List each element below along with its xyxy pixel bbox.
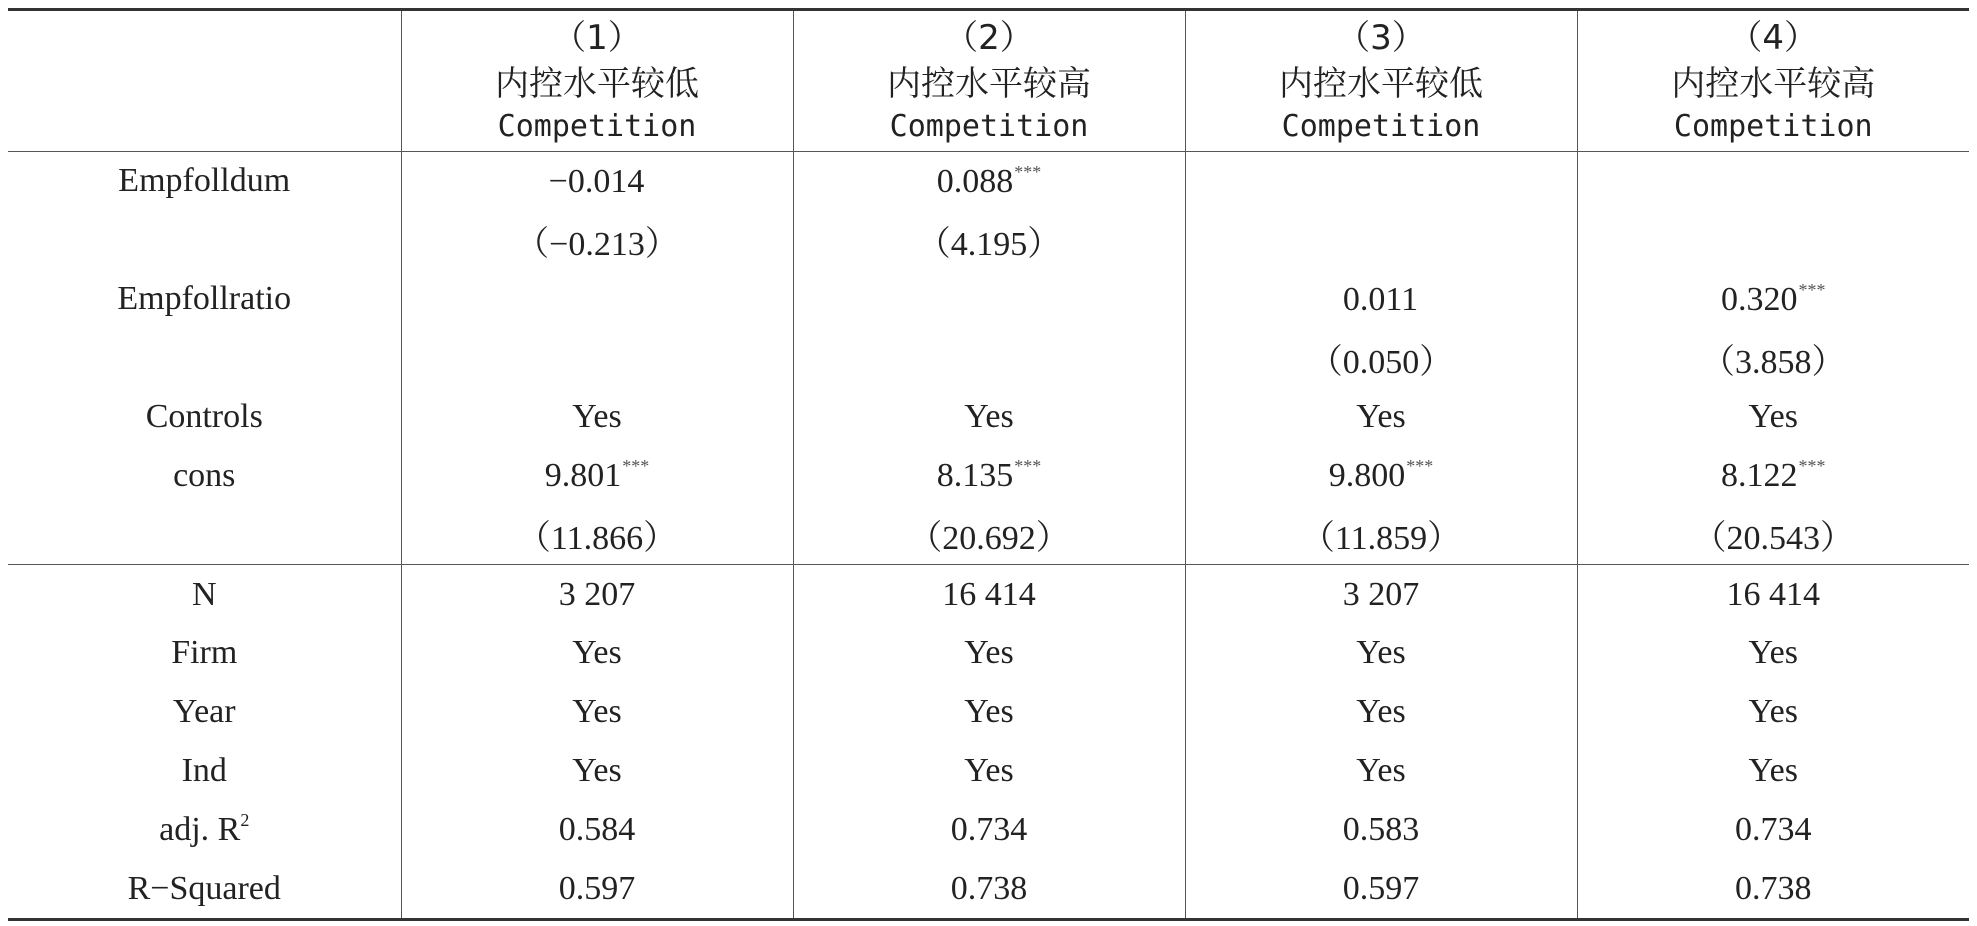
tstat-cell: （0.050） — [1185, 329, 1577, 388]
significance-stars: *** — [1406, 456, 1434, 477]
column-header-1 — [401, 10, 793, 152]
coef-cell — [793, 446, 1185, 505]
significance-stars: *** — [1798, 279, 1826, 300]
row-empfollratio-tstat — [8, 329, 1969, 388]
value-cell: Yes — [1577, 742, 1969, 801]
row-label: Ind — [181, 752, 227, 790]
row-cons-tstat — [8, 505, 1969, 564]
value-cell: 0.583 — [1185, 800, 1577, 859]
significance-stars: *** — [1014, 161, 1042, 182]
column-number: （4） — [1728, 18, 1819, 58]
column-number: （2） — [944, 18, 1034, 58]
coef-cell — [793, 270, 1185, 329]
value-cell: Yes — [1185, 624, 1577, 683]
column-variable: Competition — [1673, 109, 1873, 144]
row-empfolldum-tstat — [8, 211, 1969, 270]
coef-value: 0.320 — [1721, 280, 1798, 318]
value-cell: 3 207 — [401, 565, 793, 624]
column-header-2 — [793, 10, 1185, 152]
value-cell: 0.734 — [1577, 800, 1969, 859]
coef-cell — [401, 152, 793, 211]
value-cell: 0.597 — [401, 859, 793, 919]
significance-stars: *** — [622, 456, 650, 477]
row-firm — [8, 624, 1969, 683]
coef-cell — [401, 270, 793, 329]
value-cell: Yes — [401, 624, 793, 683]
value-cell: Yes — [1577, 388, 1969, 447]
value-cell: Yes — [1185, 683, 1577, 742]
coef-value: 8.122 — [1721, 457, 1798, 495]
row-adj-r2 — [8, 800, 1969, 859]
row-r-squared — [8, 859, 1969, 919]
tstat-cell — [401, 329, 793, 388]
row-label — [8, 800, 401, 859]
coef-cell — [1577, 152, 1969, 211]
coef-cell — [1185, 152, 1577, 211]
column-number: （3） — [1336, 18, 1426, 58]
row-cons-coef — [8, 446, 1969, 505]
coef-cell — [793, 152, 1185, 211]
column-variable: Competition — [1281, 109, 1481, 144]
coef-value: 0.088 — [936, 162, 1014, 200]
coef-cell — [1185, 270, 1577, 329]
value-cell: Yes — [793, 742, 1185, 801]
value-cell: Yes — [1577, 683, 1969, 742]
value-cell: Yes — [793, 388, 1185, 447]
tstat-cell: （20.543） — [1577, 505, 1969, 564]
tstat-cell — [1185, 211, 1577, 270]
column-group: 内控水平较高 — [887, 64, 1091, 104]
value-cell: Yes — [793, 683, 1185, 742]
row-ind — [8, 742, 1969, 801]
coef-cell — [401, 446, 793, 505]
value-cell: Yes — [401, 388, 793, 447]
column-header-3 — [1185, 10, 1577, 152]
value-cell: 16 414 — [1577, 565, 1969, 624]
value-cell: 0.738 — [793, 859, 1185, 919]
coef-value: 9.800 — [1328, 457, 1406, 495]
value-cell: 0.584 — [401, 800, 793, 859]
tstat-cell: （4.195） — [793, 211, 1185, 270]
row-label-text: adj. R — [159, 811, 241, 849]
row-label: Year — [172, 693, 236, 731]
row-label: Controls — [145, 398, 263, 435]
tstat-cell: （11.866） — [401, 505, 793, 564]
significance-stars: *** — [1014, 456, 1042, 477]
row-year — [8, 683, 1969, 742]
row-controls — [8, 388, 1969, 447]
value-cell: Yes — [1577, 624, 1969, 683]
row-label: cons — [173, 456, 236, 494]
row-label-empty — [8, 211, 401, 270]
value-cell: Yes — [401, 742, 793, 801]
value-cell: 16 414 — [793, 565, 1185, 624]
coef-value: −0.014 — [548, 162, 645, 200]
value-cell: 0.597 — [1185, 859, 1577, 919]
value-cell: 3 207 — [1185, 565, 1577, 624]
value-cell: Yes — [1185, 742, 1577, 801]
tstat-cell: （20.692） — [793, 505, 1185, 564]
row-label: Firm — [171, 634, 238, 672]
coef-cell — [1577, 446, 1969, 505]
value-cell: Yes — [1185, 388, 1577, 447]
column-number: （1） — [552, 18, 642, 58]
column-variable: Competition — [497, 109, 697, 144]
row-empfollratio-coef — [8, 270, 1969, 329]
value-cell: 0.738 — [1577, 859, 1969, 919]
coef-value: 9.801 — [544, 457, 622, 495]
regression-table — [8, 8, 1969, 921]
tstat-cell — [1577, 211, 1969, 270]
header-row — [8, 10, 1969, 152]
row-label: R−Squared — [8, 859, 401, 919]
column-group: 内控水平较高 — [1671, 64, 1876, 104]
coef-value: 8.135 — [936, 457, 1014, 495]
superscript: 2 — [240, 810, 250, 831]
row-label: N — [8, 565, 401, 624]
coef-value: 0.011 — [1342, 280, 1419, 318]
row-n — [8, 565, 1969, 624]
column-variable: Competition — [889, 109, 1089, 144]
significance-stars: *** — [1798, 456, 1826, 477]
row-label: Empfollratio — [117, 280, 292, 318]
coef-cell — [1185, 446, 1577, 505]
header-stub — [8, 10, 401, 152]
value-cell: Yes — [793, 624, 1185, 683]
value-cell: Yes — [401, 683, 793, 742]
tstat-cell — [793, 329, 1185, 388]
tstat-cell: （11.859） — [1185, 505, 1577, 564]
tstat-cell: （−0.213） — [401, 211, 793, 270]
row-empfolldum-coef — [8, 152, 1969, 211]
tstat-cell: （3.858） — [1577, 329, 1969, 388]
value-cell: 0.734 — [793, 800, 1185, 859]
row-label-empty — [8, 329, 401, 388]
row-label-empty — [8, 505, 401, 564]
column-group: 内控水平较低 — [1279, 64, 1483, 104]
row-label: Empfolldum — [118, 162, 291, 200]
coef-cell — [1577, 270, 1969, 329]
column-header-4 — [1577, 10, 1969, 152]
column-group: 内控水平较低 — [495, 64, 699, 104]
